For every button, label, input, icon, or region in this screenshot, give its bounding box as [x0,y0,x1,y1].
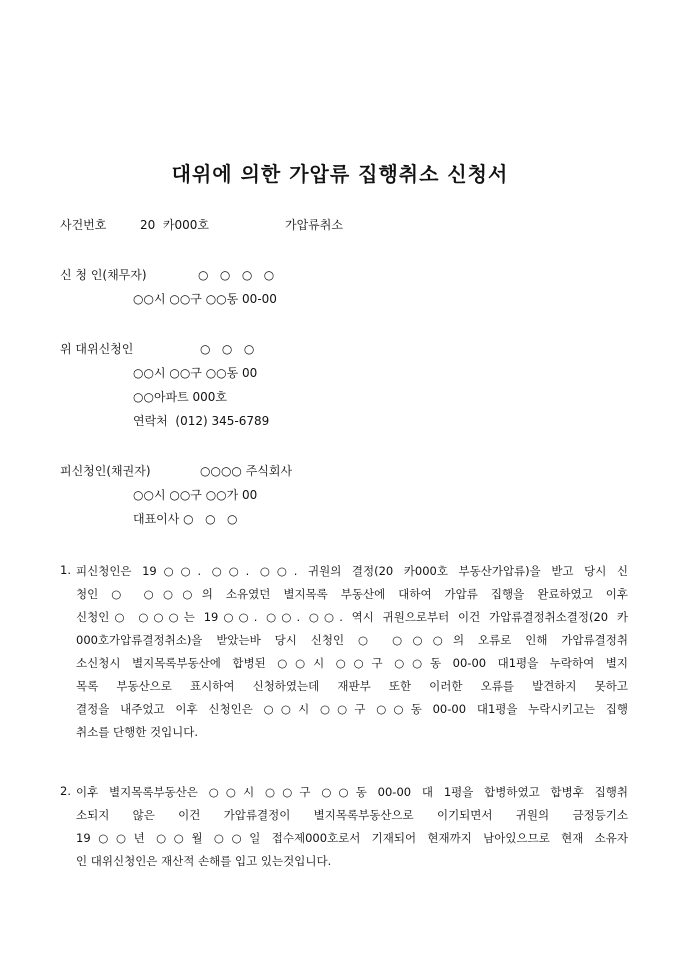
paragraph-line: 이후 별지목록부동산은 ○○시 ○○구 ○○동 00-00 대 1평을 합병하였고 합병후 집행취 [76,785,628,799]
respondent-label: 피신청인(채권자) [60,464,151,478]
paragraph-line: 결정을 내주었고 이후 신청인은 ○○시 ○○구 ○○동 00-00 대1평을 누락시키고는 집행 [76,702,628,716]
paragraph-line: 청인 ○ ○○○의 소유였던 별지목록 부동산에 대하여 가압류 집행을 완료하였고 이후 [76,587,628,601]
subrogation-label: 위 대위신청인 [60,342,134,356]
document-title: 대위에 의한 가압류 집행취소 신청서 [171,162,509,186]
paragraph-number: 2. [60,784,71,798]
paragraph-line: 피신청인은 19○○. ○○. ○○. 귀원의 결정(20 카000호 부동산가압류)을 받고 당시 신 [76,564,628,578]
applicant-address: ○○시 ○○구 ○○동 00-00 [133,292,277,306]
case-label: 사건번호 [60,218,107,232]
case-number: 20 카000호 [140,218,209,232]
applicant-name: ○ ○ ○ ○ [198,268,275,282]
paragraph-line: 소신청시 별지목록부동산에 합병된 ○○시 ○○구 ○○동 00-00 대1평을 누락하여 별지 [76,656,628,670]
paragraph-line: 소되지 않은 이건 가압류결정이 별지목록부동산으로 이기되면서 귀원의 금정등기소 [76,808,628,822]
case-name: 가압류취소 [285,218,343,232]
paragraph-line: 000호가압류결정취소)을 받았는바 당시 신청인 ○ ○○○의 오류로 인해 가압류결정취 [76,633,628,647]
applicant-label: 신 청 인(채무자) [60,268,147,282]
paragraph-line: 목록 부동산으로 표시하여 신청하였는데 재판부 또한 이러한 오류를 발견하지 못하고 [76,679,628,693]
paragraph-line: 19○○년 ○○월 ○○일 접수제000호로서 기재되어 현재까지 남아있으므로 현재 소유자 [76,831,628,845]
respondent-address: ○○시 ○○구 ○○가 00 [133,488,258,502]
subrogation-address: ○○시 ○○구 ○○동 00 [133,366,258,380]
subrogation-name: ○ ○ ○ [200,342,255,356]
paragraph-line: 취소를 단행한 것입니다. [76,725,199,739]
subrogation-apartment: ○○아파트 000호 [133,390,228,404]
paragraph-line: 신청인○ ○○○는 19○○. ○○. ○○. 역시 귀원으로부터 이건 가압류결정취소결정(20 카 [76,610,628,624]
respondent-representative: 대표이사 ○ ○ ○ [133,512,238,526]
paragraph-line: 인 대위신청인은 재산적 손해를 입고 있는것입니다. [76,854,332,868]
subrogation-contact: 연락처 (012) 345-6789 [133,414,270,428]
paragraph-number: 1. [60,563,71,577]
respondent-name: ○○○○ 주식회사 [200,464,293,478]
